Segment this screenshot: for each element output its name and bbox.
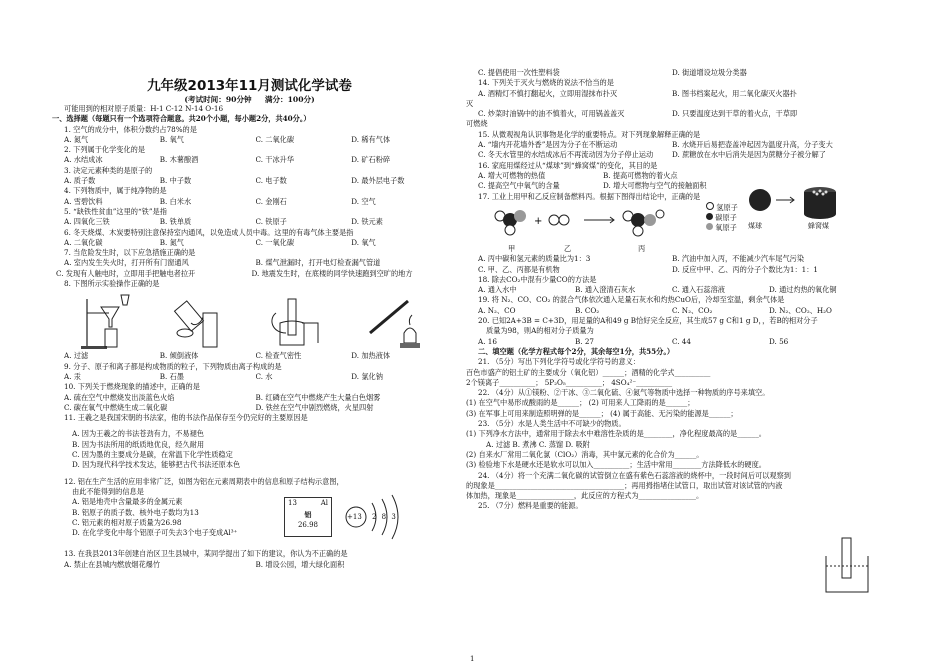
option: D. 反应中甲、乙、丙的分子个数比为1：1：1	[672, 264, 818, 274]
q24-line2: 的现象是____________________________________；再用拇指堵住试管口，取出试管对该试管的内液	[466, 480, 783, 490]
q6-options	[52, 238, 447, 248]
q10-options-row1	[52, 393, 447, 403]
option: A. 氮气	[64, 134, 89, 144]
q19-stem: 19. 将 N₂、CO、CO₂ 的混合气体依次通入足量石灰水和灼热CuO后，冷却至室温，剩余气体是	[478, 295, 785, 305]
q12-option-c: C. 铝元素的相对原子质量为26.98	[72, 517, 182, 527]
carbon-atom-icon	[706, 213, 713, 220]
q13-options-row1	[52, 560, 447, 570]
periodic-table-cell	[284, 497, 332, 537]
q24-line3: 体加热，现象是________________，此反应的方程式为________________。	[466, 491, 704, 501]
oxygen-atom-icon	[706, 223, 713, 230]
option: A. 汞	[64, 371, 81, 381]
option: C. 提倡使用一次性塑料袋	[478, 68, 560, 77]
q8-figures	[52, 289, 447, 351]
option: C. 检查气密性	[255, 351, 302, 361]
q13-options-row2	[466, 68, 866, 78]
q5-stem: 5. “缺铁性贫血”这里的“铁”是指	[64, 206, 167, 216]
q3-options	[52, 176, 447, 186]
element-symbol: Al	[320, 499, 328, 508]
q8-stem: 8. 下图所示实验操作正确的是	[64, 279, 160, 289]
option: D. 只要温度达到干草的着火点，干草即	[672, 109, 798, 119]
electron-shells: 2 8 3	[372, 513, 396, 522]
option: A. 丙中碳和氢元素的质量比为1：3	[478, 254, 591, 264]
element-name: 铝	[304, 510, 312, 520]
q9-options	[52, 372, 447, 382]
q4-stem: 4. 下列物质中，属于纯净物的是	[64, 186, 167, 196]
option: B. 提高可燃物的着火点	[603, 170, 678, 180]
q9-stem: 9. 分子、原子和离子都是构成物质的粒子，下列物质由离子构成的是	[64, 361, 282, 371]
q14-wrap2: 可燃烧	[466, 119, 488, 129]
q24-line1: 24. （4分）将一个充满二氧化碳的试管倒立在盛有紫色石蕊溶液的烧杯中，一段时间后可以观察到	[478, 470, 791, 480]
q23-line1: 23. （5分）水是人类生活中不可缺少的物质。	[478, 419, 626, 429]
heating-liquid-icon	[360, 293, 430, 351]
legend-oxygen-label: 氧原子	[715, 223, 737, 233]
molecule-label-bing: 丙	[638, 244, 646, 254]
q8-options	[52, 351, 447, 361]
q21-line2: 百色市盛产的铝土矿的主要成分（氧化铝）______；酒精的化学式__________	[466, 367, 711, 377]
page-title: 九年级2013年11月测试化学试卷	[147, 78, 352, 94]
option: A. 增大可燃物的热值	[478, 170, 546, 180]
option: B. 铁单质	[159, 217, 192, 227]
option: B. 氧气	[159, 134, 184, 144]
option: A. N₂、CO	[478, 305, 516, 315]
q12-stem: 12. 铝在生产生活的应用非常广泛，如图为铝在元素周期表中的信息和原子结构示意图，	[64, 476, 344, 486]
hydrogen-atom-icon	[706, 202, 714, 210]
option: A. 过滤	[64, 351, 89, 361]
q23-line4: (2) 自来水厂常用二氧化氯（ClO₂）消毒，其中氯元素的化合价为______。	[466, 449, 704, 459]
q2-stem: 2. 下列属于化学变化的是	[64, 145, 146, 155]
airtightness-check-icon	[266, 293, 326, 351]
option: A. 质子数	[64, 176, 96, 186]
q14-options-row1	[466, 89, 866, 99]
q18-options	[466, 285, 866, 295]
honeycomb-label: 蜂窝煤	[808, 222, 829, 230]
q17-stem: 17. 工业上用甲和乙反应制备燃料丙。根据下图得出结论中，正确的是	[478, 191, 701, 201]
option: C. 炒菜时油锅中的油不慎着火，可用锅盖盖灭	[478, 109, 625, 119]
filtration-apparatus-icon	[79, 293, 139, 351]
q10-options-row2	[52, 403, 447, 413]
q13-stem: 13. 在我县2013年创建自治区卫生县城中，某同学提出了如下的建议，你认为不正确的是	[64, 549, 348, 559]
q11-stem: 11. 王羲之是我国宋朝的书法家，他的书法作品保存至今仍完好的主要原因是	[64, 413, 308, 423]
legend-carbon	[706, 213, 738, 223]
option: C. 电子数	[255, 176, 287, 186]
coal-figure	[742, 184, 852, 230]
q20-stem: 20. 已知2A+3B = C+3D，用足量的A和49 g B恰好完全反应，其生成57 g C和1 g D，，若B的相对分子	[478, 316, 818, 326]
molecule-label-yi: 乙	[564, 244, 572, 254]
option: D. 街道增设垃圾分类器	[672, 68, 747, 77]
q18-stem: 18. 除去CO₂中混有少量CO的方法是	[478, 274, 597, 284]
q12-stem-cont: 由此不能得到的信息是	[72, 486, 144, 496]
option: B. 红磷在空气中燃烧产生大量白色烟雾	[255, 392, 381, 402]
option: B. 石墨	[159, 371, 184, 381]
option: B. 氮气	[159, 237, 184, 247]
q14-wrap: 灭	[466, 98, 474, 108]
q23-line3: A. 过滤 B. 煮沸 C. 蒸馏 D. 吸附	[486, 439, 590, 449]
q14-options-row2	[466, 109, 866, 119]
q6-stem: 6. 冬天烧煤、木炭要特别注意保持室内通风，以免造成人员中毒。这里的有毒气体主要是指	[64, 227, 354, 237]
option: A. 水结成冰	[64, 155, 103, 165]
option: A. 酒精灯不慎打翻起火，立即用湿抹布扑灭	[478, 88, 618, 98]
q16-stem: 16. 家庭用煤经过从“煤球”到“蜂窝煤”的变化，其目的是	[478, 160, 658, 170]
option: C. 提高空气中氧气的含量	[478, 181, 560, 191]
q1-stem: 1. 空气的成分中，体积分数约占78%的是	[64, 124, 197, 134]
q2-options	[52, 155, 447, 165]
option: B. 木薯酿酒	[159, 155, 199, 165]
q15-stem: 15. 从微观视角认识事物是化学的重要特点。对下列现象解释正确的是	[478, 129, 701, 139]
option: A. 二氧化碳	[64, 237, 103, 247]
q12-option-d: D. 在化学变化中每个铝原子可失去3个电子变成Al³⁺	[72, 528, 238, 538]
atom-legend	[706, 202, 738, 233]
q4-options	[52, 197, 447, 207]
q19-options	[466, 306, 866, 316]
legend-hydrogen-label: 氢原子	[716, 203, 738, 213]
q7-options-row2	[52, 269, 447, 279]
q14-stem: 14. 下列关于灭火与燃烧的说法不恰当的是	[478, 78, 614, 88]
option: C. 水	[255, 371, 273, 381]
q11-option-d: D. 因为现代科学技术发达，能够把古代书法还原本色	[72, 460, 241, 470]
option: D. 铁丝在空气中剧烈燃烧，火星四射	[255, 402, 374, 412]
left-column	[52, 104, 447, 570]
option: B. 煤气泄漏时，打开电灯检查漏气管道	[255, 258, 381, 268]
option: C. 二氧化碳	[255, 134, 295, 144]
q22-line3: (3) 在军事上可用来制造照明弹的是______； (4) 属于高能、无污染的能源是______；	[466, 408, 738, 418]
option: D. 增大可燃物与空气的接触面积	[603, 181, 707, 191]
option: C. 铁原子	[255, 217, 287, 227]
option: D. 空气	[351, 196, 376, 206]
option: D. 最外层电子数	[351, 176, 405, 186]
q20-stem-cont: 质量为98，则A的相对分子质量为	[486, 326, 594, 336]
q5-options	[52, 217, 447, 227]
option: D. 矿石粉碎	[351, 155, 391, 165]
option: A. 雪碧饮料	[64, 196, 103, 206]
atomic-number: 13	[288, 499, 297, 508]
q22-line1: 22. （4分）从①镁粉、②干冰、③二氧化硫、④氮气等物质中选择一种物质的序号来填空。	[478, 388, 770, 398]
q3-stem: 3. 决定元素种类的是原子的	[64, 165, 153, 175]
option: A. 16	[478, 336, 497, 346]
legend-carbon-label: 碳原子	[715, 213, 737, 223]
option: D. 铁元素	[351, 217, 383, 227]
atom-structure-diagram	[342, 493, 432, 541]
option: C. N₂、CO₂	[672, 305, 713, 315]
option: A. 硫在空气中燃烧发出淡蓝色火焰	[64, 392, 175, 402]
q23-line2: (1) 下列净水方法中，通常用于除去水中难溶性杂质的是________，净化程度最高的是______。	[466, 429, 766, 439]
q22-line2: (1) 在空气中易形成酸雨的是______； (2) 可用来人工降雨的是______；	[466, 398, 695, 408]
option: C. 金刚石	[255, 196, 287, 206]
option: D. N₂、CO₂、H₂O	[769, 305, 832, 315]
atomic-mass: 26.98	[297, 521, 319, 530]
atomic-masses: 可能用到的相对原子质量：H-1 C-12 N-14 O-16	[64, 104, 224, 113]
option: A. 通入水中	[478, 285, 517, 295]
section2-heading: 二、填空题（化学方程式每个2分，其余每空1分，共55分。）	[478, 346, 675, 356]
pouring-liquid-icon	[173, 293, 233, 351]
beaker-test-tube-icon	[822, 536, 872, 596]
q21-line3: 2个镁离子__________； 5P₂O₅__________； 4SO₄²⁻__________	[466, 377, 673, 387]
svg-text:+: +	[534, 216, 543, 228]
option: C. 发现有人触电时，立即用手把触电者拉开	[56, 268, 196, 278]
option: B. 增设公园，增大绿化面积	[255, 559, 345, 569]
exam-time: (考试时间：90分钟	[184, 95, 252, 104]
section1-heading: 一、选择题（每题只有一个选项符合题意。共20个小题，每小题2分，共40分。）	[52, 114, 311, 124]
option: C. 一氧化碳	[255, 237, 295, 247]
q20-options	[466, 337, 866, 347]
option: D. 地震发生时，在底楼的同学快速跑到空旷的地方	[251, 268, 413, 278]
q23-line5: (3) 检验地下水是硬水还是软水可以加入__________；生活中常用________方法降低水的硬度。	[466, 460, 766, 470]
option: A. 禁止在县城内燃放烟花爆竹	[64, 559, 161, 569]
q11-option-c: C. 因为墨的主要成分是碳，在常温下化学性质稳定	[72, 450, 233, 460]
option: D. 通过灼热的氧化铜	[769, 285, 837, 295]
q16-options-row1	[466, 171, 728, 181]
q16-options-row2	[466, 181, 728, 191]
option: A. 四氧化三铁	[64, 217, 110, 227]
option: C. 冬天水管里的水结成冰后不再流动因为分子停止运动	[478, 150, 654, 160]
q7-options-row1	[52, 258, 447, 268]
legend-oxygen	[706, 223, 738, 233]
option: D. 氯化钠	[351, 371, 383, 381]
option: A. “墙内开花墙外香”是因为分子在不断运动	[478, 140, 618, 150]
right-column	[466, 68, 866, 512]
coal-ball-label: 煤球	[748, 222, 762, 230]
exam-score: 满分：100分)	[264, 95, 315, 104]
option: C. 通入石蕊溶液	[672, 285, 725, 295]
q10-stem: 10. 下列关于燃烧现象的描述中，正确的是	[64, 382, 200, 392]
option: C. 甲、乙、丙都是有机物	[478, 264, 560, 274]
option: B. CO₂	[575, 305, 600, 315]
coal-ball-icon	[749, 189, 771, 211]
nucleus-label: +13	[347, 513, 362, 522]
q12-option-a: A. 铝是地壳中含量最多的金属元素	[72, 497, 183, 507]
option: B. 27	[575, 336, 594, 346]
option: D. 蔗糖放在水中后消失是因为蔗糖分子被分解了	[672, 150, 826, 160]
option: D. 56	[769, 336, 789, 346]
q7-stem: 7. 当危险发生时，以下应急措施正确的是	[64, 248, 196, 258]
q17-options-row1	[466, 254, 866, 264]
option: B. 汽油中加入丙，不能减少汽车尾气污染	[672, 254, 805, 264]
option: D. 稀有气体	[351, 134, 391, 144]
molecule-label-jia: 甲	[508, 244, 516, 254]
option: C. 碳在氧气中燃烧生成二氧化碳	[64, 402, 168, 412]
option: C. 干冰升华	[255, 155, 295, 165]
page-number: 1	[470, 655, 475, 663]
option: B. 倾倒液体	[159, 351, 199, 361]
q21-line1: 21. （5分）写出下列化学符号或化学符号的意义：	[478, 357, 641, 367]
q1-options	[52, 135, 447, 145]
q11-option-b: B. 因为书法所用的纸质地优良，经久耐用	[72, 439, 205, 449]
option: C. 44	[672, 336, 691, 346]
option: B. 水烧开后易把壶盖冲起因为温度升高，分子变大	[672, 140, 833, 150]
legend-hydrogen	[706, 202, 738, 213]
q17-options-row2	[466, 265, 866, 275]
q15-options-row1	[466, 140, 866, 150]
option: B. 中子数	[159, 176, 192, 186]
q15-options-row2	[466, 150, 866, 160]
option: B. 白米水	[159, 196, 192, 206]
option: A. 室内发生失火时，打开所有门窗通风	[64, 258, 189, 268]
option: B. 图书档案起火，用二氧化碳灭火器扑	[672, 88, 797, 98]
option: B. 通入澄清石灰水	[575, 285, 636, 295]
option: D. 氧气	[351, 237, 376, 247]
q12-option-b: B. 铝原子的质子数、核外电子数均为13	[72, 507, 199, 517]
q25-line1: 25. （7分）燃料是重要的能源。	[478, 501, 583, 511]
q11-option-a: A. 因为王羲之的书法苍劲有力，不易褪色	[72, 429, 204, 439]
option: D. 加热液体	[351, 351, 391, 361]
